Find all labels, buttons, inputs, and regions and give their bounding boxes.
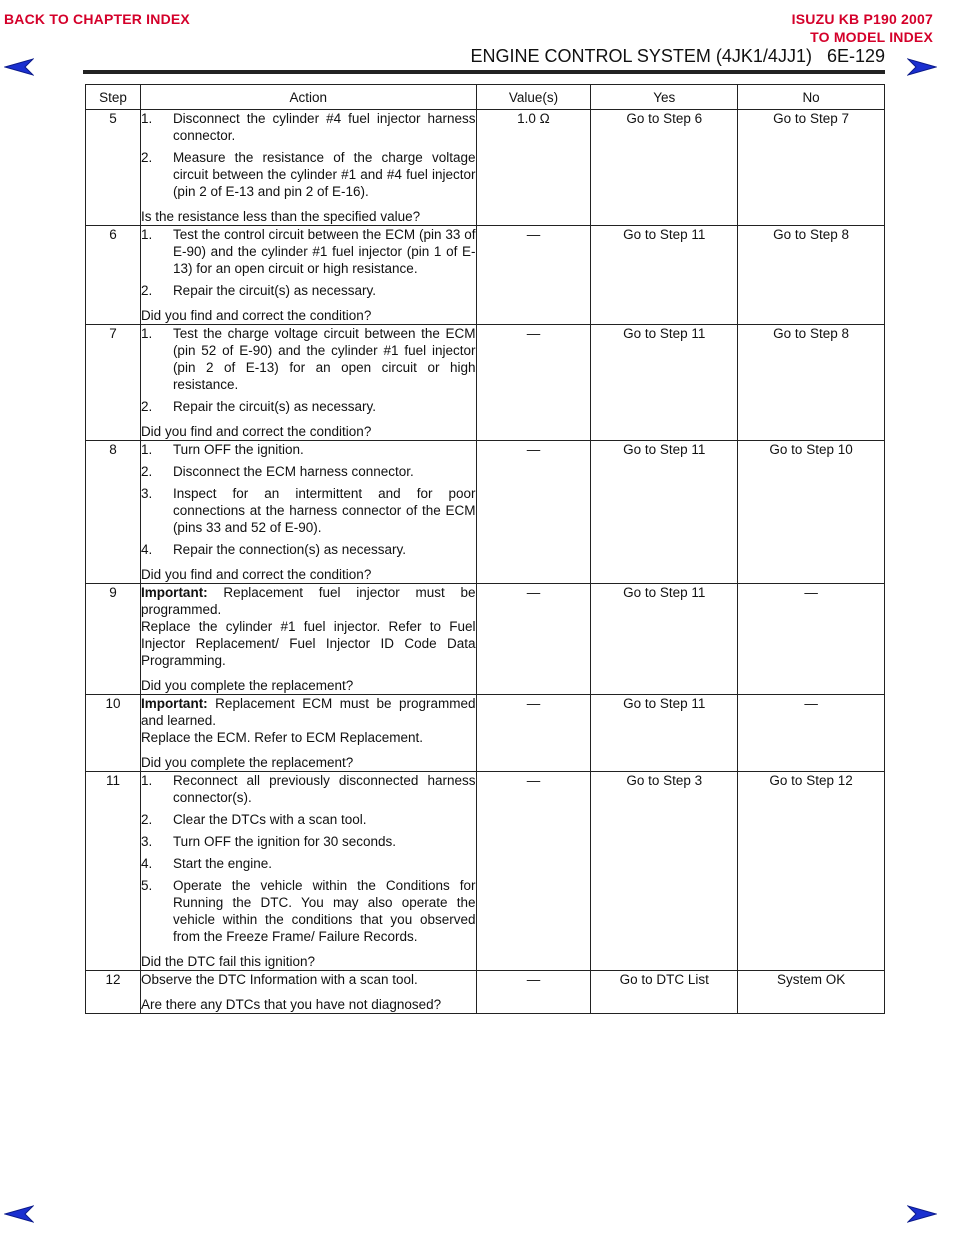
action-item-text: Start the engine. [172,856,273,871]
header-step: Step [86,85,141,110]
action-item-number: 2. [140,812,153,827]
action-item-number: 4. [140,856,153,871]
action-cell [140,971,476,1014]
action-body: Replace the ECM. Refer to ECM Replacement. [140,730,424,745]
important-note [141,584,476,618]
table-row [86,325,885,441]
yes-result: Go to Step 11 [591,584,738,695]
back-to-chapter-index-link[interactable]: BACK TO CHAPTER INDEX [4,11,190,27]
action-item-text: Clear the DTCs with a scan tool. [172,812,367,827]
action-cell [140,226,476,325]
header-divider [83,70,885,74]
action-list-item [141,398,476,415]
action-item-number: 1. [140,773,153,788]
action-cell [140,110,476,226]
no-result: Go to Step 10 [738,441,885,584]
action-item-text: Repair the circuit(s) as necessary. [172,399,377,414]
important-label: Important: [140,696,208,711]
action-item-text: Repair the connection(s) as necessary. [172,542,407,557]
next-page-arrow-icon[interactable] [907,58,937,76]
action-question: Are there any DTCs that you have not diagnosed? [140,997,442,1012]
value-cell: — [476,584,591,695]
action-item-text: Measure the resistance of the charge voltage circuit between the cylinder #1 and #4 fuel injector (pin 2 of E-13 and pin 2 of E-16). [172,150,476,199]
step-number: 11 [86,772,141,971]
no-result: System OK [738,971,885,1014]
yes-result: Go to Step 3 [591,772,738,971]
no-result: — [738,584,885,695]
action-list [141,441,476,558]
action-item-number: 1. [140,442,153,457]
action-list-item [141,226,476,277]
value-cell: — [476,325,591,441]
table-row [86,971,885,1014]
step-number: 5 [86,110,141,226]
diagnostic-table [85,84,885,1014]
action-item-number: 1. [140,227,153,242]
action-item-number: 2. [140,283,153,298]
table-row [86,226,885,325]
action-item-number: 3. [140,834,153,849]
action-question: Did the DTC fail this ignition? [140,954,316,969]
header-action: Action [140,85,476,110]
action-list-item [141,325,476,393]
action-item-text: Test the control circuit between the ECM (pin 33 of E-90) and the cylinder #1 fuel injector (pin 1 of E-13) for an open circuit or high resistance. [172,227,476,276]
no-result: — [738,695,885,772]
action-cell [140,772,476,971]
action-list-item [141,541,476,558]
value-cell: — [476,441,591,584]
action-cell [140,695,476,772]
step-number: 6 [86,226,141,325]
action-item-number: 5. [140,878,153,893]
action-item-text: Operate the vehicle within the Conditions for Running the DTC. You may also operate the vehicle within the conditions that you observed from the Freeze Frame/ Failure Records. [172,878,476,944]
action-item-number: 1. [140,326,153,341]
action-cell [140,584,476,695]
action-cell [140,325,476,441]
action-item-text: Turn OFF the ignition for 30 seconds. [172,834,397,849]
action-list [141,772,476,945]
action-item-number: 4. [140,542,153,557]
action-item-number: 1. [140,111,153,126]
step-number: 8 [86,441,141,584]
model-title-link[interactable]: ISUZU KB P190 2007 [791,11,933,27]
action-list [141,325,476,415]
action-question: Did you find and correct the condition? [140,308,372,323]
action-item-text: Inspect for an intermittent and for poor connections at the harness connector of the ECM (pins 33 and 52 of E-90). [172,486,476,535]
previous-page-arrow-bottom-icon[interactable] [4,1205,34,1223]
action-question: Did you complete the replacement? [140,755,354,770]
step-number: 7 [86,325,141,441]
previous-page-arrow-icon[interactable] [4,58,34,76]
action-cell [140,441,476,584]
table-row [86,695,885,772]
action-question: Did you complete the replacement? [140,678,354,693]
action-item-text: Test the charge voltage circuit between the ECM (pin 52 of E-90) and the cylinder #1 fuel injector (pin 2 of E-13) for an open circuit or high resistance. [172,326,476,392]
header-values: Value(s) [476,85,591,110]
value-cell: — [476,695,591,772]
no-result: Go to Step 7 [738,110,885,226]
model-index-link[interactable]: TO MODEL INDEX [810,29,933,45]
header-yes: Yes [591,85,738,110]
value-cell: — [476,971,591,1014]
table-row [86,110,885,226]
action-question: Is the resistance less than the specified value? [140,209,421,224]
action-list [141,110,476,200]
table-row [86,584,885,695]
action-list-item [141,110,476,144]
action-question: Did you find and correct the condition? [140,567,372,582]
action-body: Observe the DTC Information with a scan tool. [140,972,418,987]
yes-result: Go to Step 11 [591,695,738,772]
no-result: Go to Step 12 [738,772,885,971]
yes-result: Go to Step 6 [591,110,738,226]
action-item-text: Disconnect the cylinder #4 fuel injector harness connector. [172,111,476,143]
no-result: Go to Step 8 [738,226,885,325]
action-item-number: 2. [140,399,153,414]
action-list-item [141,463,476,480]
value-cell: 1.0 Ω [476,110,591,226]
action-item-number: 2. [140,150,153,165]
no-result: Go to Step 8 [738,325,885,441]
yes-result: Go to DTC List [591,971,738,1014]
table-header-row [86,85,885,110]
action-list-item [141,877,476,945]
action-item-number: 3. [140,486,153,501]
action-list-item [141,855,476,872]
action-list-item [141,485,476,536]
action-body: Replace the cylinder #1 fuel injector. Refer to Fuel Injector Replacement/ Fuel Injector ID Code Data Programming. [140,619,476,668]
action-list-item [141,149,476,200]
yes-result: Go to Step 11 [591,226,738,325]
action-list-item [141,833,476,850]
action-question: Did you find and correct the condition? [140,424,372,439]
action-item-text: Repair the circuit(s) as necessary. [172,283,377,298]
action-item-number: 2. [140,464,153,479]
action-item-text: Reconnect all previously disconnected harness connector(s). [172,773,476,805]
table-row [86,441,885,584]
step-number: 10 [86,695,141,772]
step-number: 12 [86,971,141,1014]
step-number: 9 [86,584,141,695]
action-item-text: Disconnect the ECM harness connector. [172,464,414,479]
action-list-item [141,811,476,828]
important-label: Important: [140,585,208,600]
table-row [86,772,885,971]
action-list-item [141,441,476,458]
important-text: Replacement ECM must be programmed and learned. [140,696,476,728]
important-text: Replacement fuel injector must be programmed. [140,585,476,617]
action-list [141,226,476,299]
page-header-title: ENGINE CONTROL SYSTEM (4JK1/4JJ1) 6E-129 [470,46,885,66]
action-list-item [141,772,476,806]
value-cell: — [476,772,591,971]
header-no: No [738,85,885,110]
value-cell: — [476,226,591,325]
yes-result: Go to Step 11 [591,325,738,441]
important-note [141,695,476,729]
next-page-arrow-bottom-icon[interactable] [907,1205,937,1223]
action-list-item [141,282,476,299]
yes-result: Go to Step 11 [591,441,738,584]
action-item-text: Turn OFF the ignition. [172,442,304,457]
